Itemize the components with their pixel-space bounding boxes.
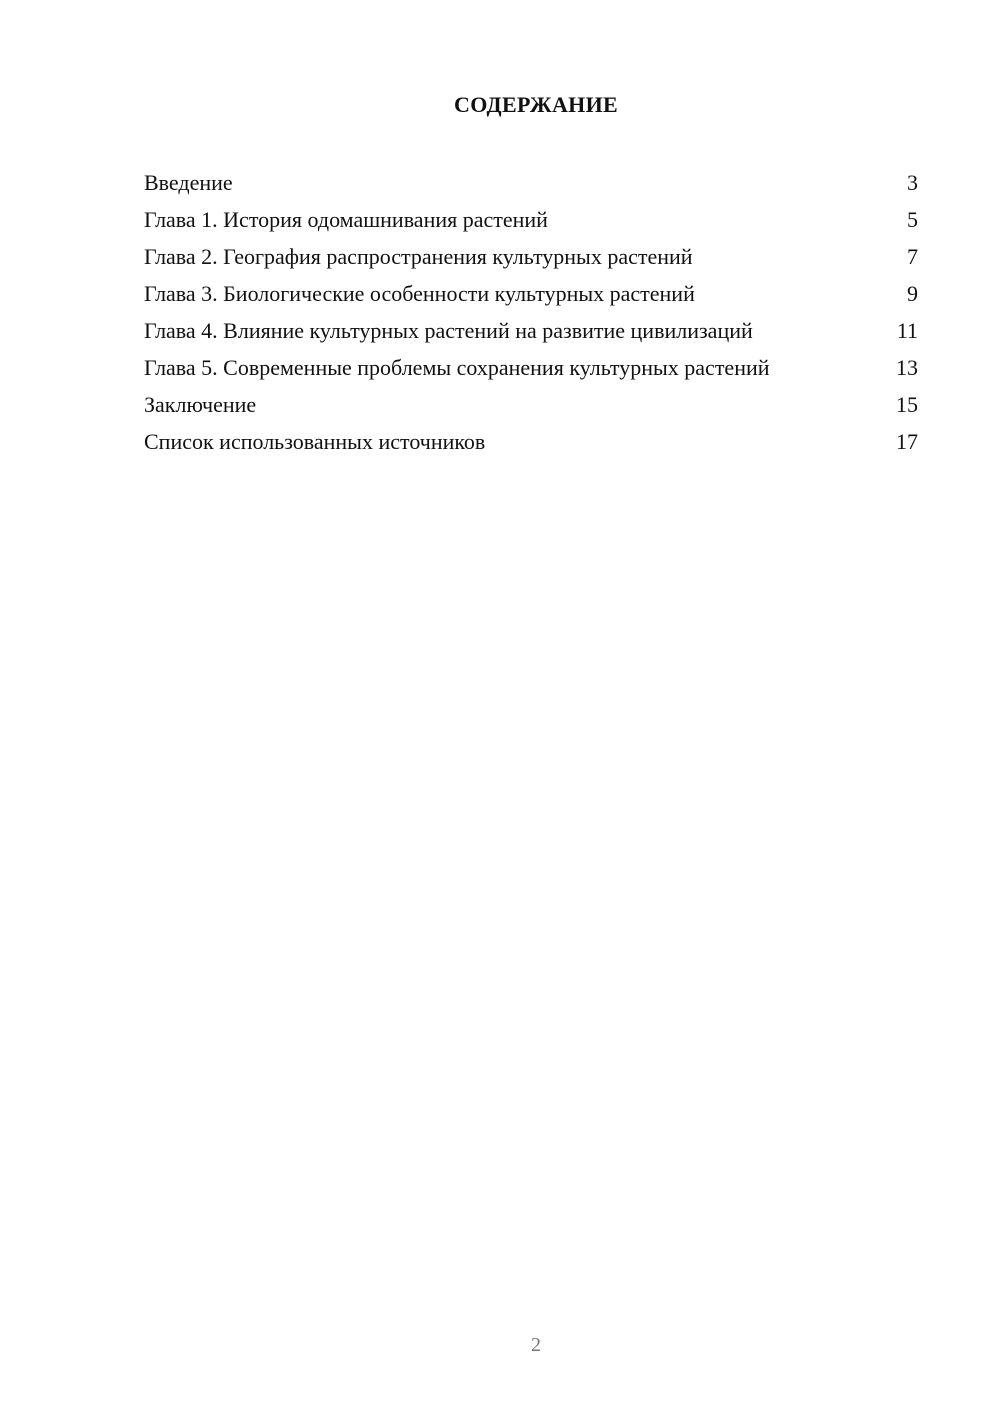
page-number: 2 bbox=[531, 1334, 541, 1356]
toc-entry-label: Глава 4. Влияние культурных растений на развитие цивилизаций bbox=[144, 318, 753, 343]
toc-entry bbox=[144, 244, 918, 270]
toc-entry bbox=[144, 429, 918, 455]
toc-entry-page: 7 bbox=[907, 244, 918, 269]
toc-entry-label: Глава 2. География распространения культурных растений bbox=[144, 244, 693, 269]
toc-entry-page: 15 bbox=[896, 392, 918, 417]
toc-entry-label: Глава 3. Биологические особенности культурных растений bbox=[144, 281, 695, 306]
toc-entry-label: Введение bbox=[144, 170, 233, 195]
toc-entry-label: Глава 1. История одомашнивания растений bbox=[144, 207, 548, 232]
toc-entry-page: 11 bbox=[896, 318, 918, 343]
toc-entry-label: Глава 5. Современные проблемы сохранения культурных растений bbox=[144, 355, 770, 380]
toc-entry-label: Список использованных источников bbox=[144, 429, 486, 454]
toc-entry-page: 13 bbox=[896, 355, 918, 380]
toc-entry bbox=[144, 392, 918, 418]
page-title: СОДЕРЖАНИЕ bbox=[454, 92, 618, 117]
toc-entry-label: Заключение bbox=[144, 392, 257, 417]
table-of-contents bbox=[144, 170, 918, 466]
toc-entry bbox=[144, 355, 918, 381]
toc-entry-page: 9 bbox=[907, 281, 918, 306]
toc-entry-page: 5 bbox=[907, 207, 918, 232]
toc-entry bbox=[144, 318, 918, 344]
toc-entry bbox=[144, 281, 918, 307]
toc-entry-page: 3 bbox=[907, 170, 918, 195]
toc-entry-page: 17 bbox=[896, 429, 918, 454]
toc-entry bbox=[144, 170, 918, 196]
toc-entry bbox=[144, 207, 918, 233]
